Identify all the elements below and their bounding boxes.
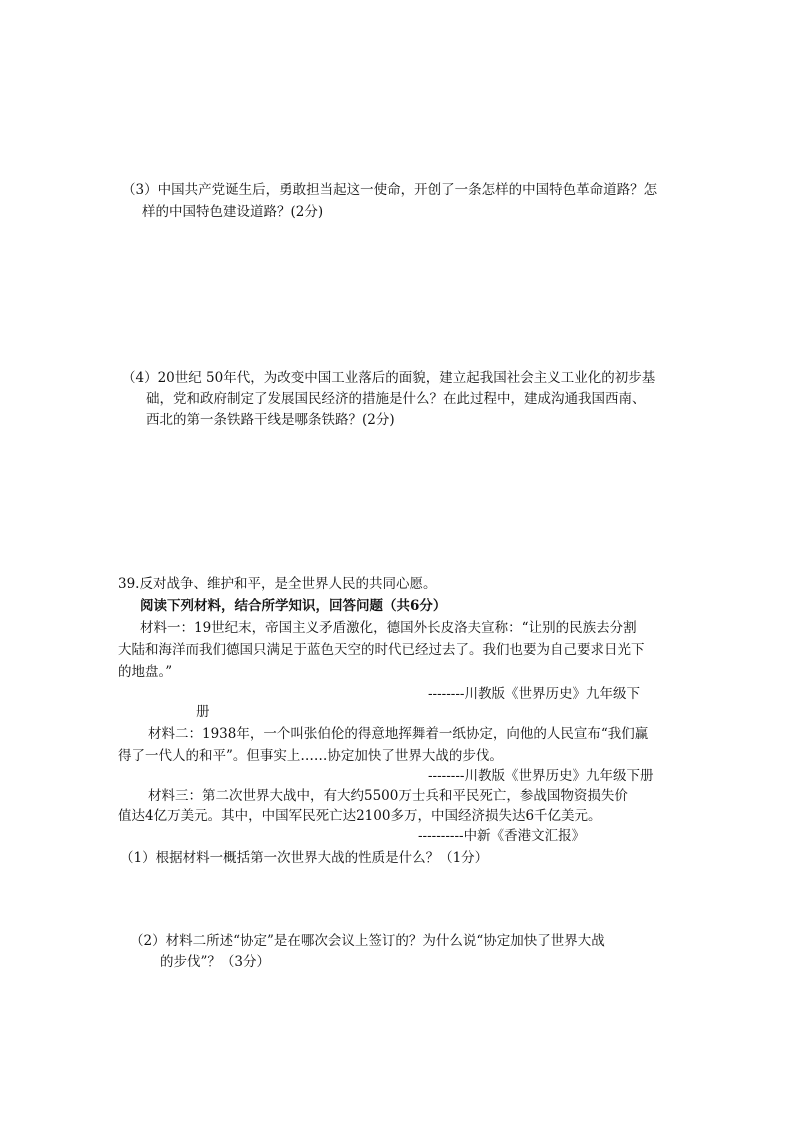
q39-sub-question-2-line-2: 的步伐”？（3分） xyxy=(160,954,270,970)
q4-text-line-2: 础，党和政府制定了发展国民经济的措施是什么？在此过程中，建成沟通我国西南、 xyxy=(146,391,646,407)
material-2-line-1: 材料二：1938年，一个叫张伯伦的得意地挥舞着一纸协定，向他的人民宣布“我们赢 xyxy=(148,726,649,742)
material-1-line-3: 的地盘。” xyxy=(118,664,173,680)
material-3-line-2: 值达4亿万美元。其中，中国军民死亡达2100多万，中国经济损失达6千亿美元。 xyxy=(118,808,602,824)
q39-sub-question-1: （1）根据材料一概括第一次世界大战的性质是什么？（1分） xyxy=(120,850,489,866)
q39-sub-question-2-line-1: （2）材料二所述“协定”是在哪次会议上签订的？为什么说“协定加快了世界大战 xyxy=(130,933,605,949)
material-1-line-1: 材料一：19世纪末，帝国主义矛盾激化，德国外长皮洛夫宣称：“让别的民族去分割 xyxy=(140,620,637,636)
q3-text-line-1: （3）中国共产党诞生后，勇敢担当起这一使命，开创了一条怎样的中国特色革命道路？怎 xyxy=(122,182,658,198)
q4-text-line-1: （4）20世纪 50年代，为改变中国工业落后的面貌，建立起我国社会主义工业化的初步基 xyxy=(122,370,656,386)
q39-title: 39.反对战争、维护和平，是全世界人民的共同心愿。 xyxy=(118,576,437,592)
q39-instruction: 阅读下列材料，结合所学知识，回答问题（共6分） xyxy=(140,598,447,614)
q3-text-line-2: 样的中国特色建设道路？(2分) xyxy=(142,204,324,220)
material-1-source-cont: 册 xyxy=(196,704,210,720)
material-2-source: --------川教版《世界历史》九年级下册 xyxy=(428,768,654,784)
material-2-line-2: 得了一代人的和平”。但事实上……协定加快了世界大战的步伐。 xyxy=(118,748,503,764)
material-3-source: ----------中新《香港文汇报》 xyxy=(418,828,586,844)
material-3-line-1: 材料三：第二次世界大战中，有大约5500万士兵和平民死亡，参战国物资损失价 xyxy=(148,788,628,804)
material-1-line-2: 大陆和海洋而我们德国只满足于蓝色天空的时代已经过去了。我们也要为自己要求日光下 xyxy=(118,642,645,658)
material-1-source: --------川教版《世界历史》九年级下 xyxy=(428,686,640,702)
q4-text-line-3: 西北的第一条铁路干线是哪条铁路？(2分) xyxy=(146,412,395,428)
